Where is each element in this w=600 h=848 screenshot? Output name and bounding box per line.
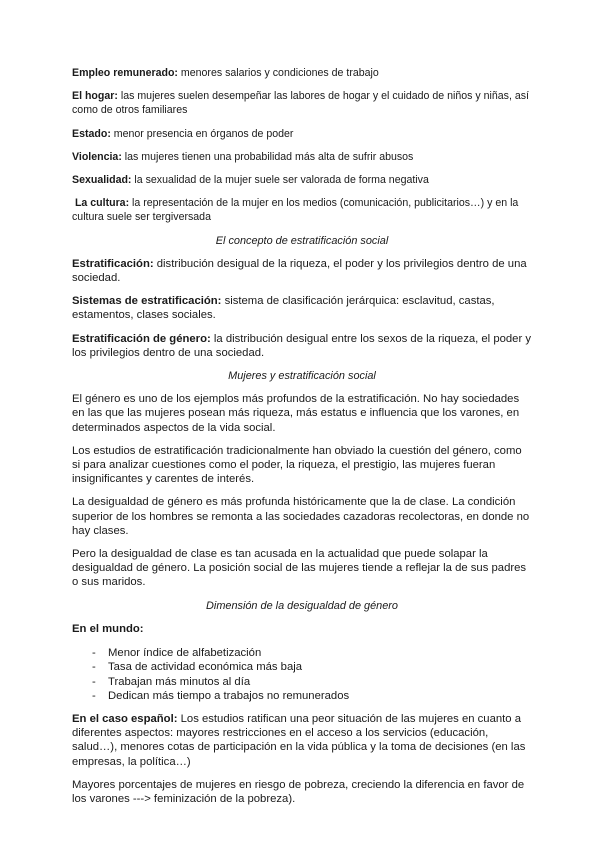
- list-item: - Dedican más tiempo a trabajos no remunerados: [92, 689, 532, 703]
- definition-text: la sexualidad de la mujer suele ser valorada de forma negativa: [131, 174, 429, 187]
- definition-label: Estratificación:: [72, 257, 154, 270]
- definition-violencia: [72, 150, 532, 164]
- definition-hogar: [72, 89, 532, 117]
- spain-paragraph: [72, 712, 532, 769]
- definition-genero: [72, 332, 532, 360]
- closing-paragraph: Mayores porcentajes de mujeres en riesgo de pobreza, creciendo la diferencia en favor de los varones ---> feminización de la pobreza).: [72, 778, 525, 805]
- paragraph: Los estudios de estratificación tradicionalmente han obviado la cuestión del género, como si para analizar cuestiones como el poder, la riqueza, el prestigio, las mujeres fueran insignificantes y carentes de interés.: [72, 444, 522, 486]
- definition-text: sistema de clasificación jerárquica: esclavitud, castas, estamentos, clases sociales.: [72, 295, 495, 322]
- definition-estratificacion: [72, 257, 532, 285]
- document-page: [72, 66, 532, 815]
- definition-sistemas: [72, 294, 532, 322]
- definition-text: menores salarios y condiciones de trabajo: [177, 67, 379, 79]
- definition-text: las mujeres suelen desempeñar las labores de hogar y el cuidado de niños y niñas, así como de otros familiares: [72, 90, 529, 117]
- section-heading-estratificacion: El concepto de estratificación social: [215, 234, 389, 247]
- spain-label: En el caso español:: [72, 712, 178, 725]
- definition-text: la distribución desigual entre los sexos de la riqueza, el poder y los privilegios dentro de una sociedad.: [72, 332, 532, 359]
- spain-text: Los estudios ratifican una peor situación de las mujeres en cuanto a diferentes aspectos: mayores restricciones en el acceso a los servicios (educación, salud…), menores cotas de participación en la vida pública y la toma de decisiones (en las empresas, la política…): [72, 712, 526, 768]
- definition-label: Sistemas de estratificación:: [72, 295, 222, 308]
- definition-estado: [72, 127, 532, 141]
- section-heading-mujeres: Mujeres y estratificación social: [228, 370, 376, 383]
- definition-label: Estado:: [72, 127, 111, 140]
- definition-label: Violencia:: [72, 150, 122, 163]
- list-item: - Trabajan más minutos al día: [92, 675, 532, 689]
- definition-text: menor presencia en órganos de poder: [110, 127, 294, 140]
- definition-label: Estratificación de género:: [72, 332, 211, 345]
- world-list: [72, 646, 532, 703]
- definition-text: la representación de la mujer en los medios (comunicación, publicitarios…) y en la cultura suele ser tergiversada: [72, 197, 519, 224]
- definition-empleo: [72, 66, 532, 80]
- list-item: - Menor índice de alfabetización: [92, 646, 532, 660]
- definition-label: La cultura:: [74, 197, 130, 210]
- definition-text: las mujeres tienen una probabilidad más alta de sufrir abusos: [121, 150, 414, 163]
- paragraph: Pero la desigualdad de clase es tan acusada en la actualidad que puede solapar la desigualdad de género. La posición social de las mujeres tiende a reflejar la de sus padres o sus maridos.: [72, 548, 527, 589]
- definition-sexualidad: [72, 173, 532, 187]
- paragraph: La desigualdad de género es más profunda históricamente que la de clase. La condición superior de los hombres se remonta a las sociedades cazadoras recolectoras, en donde no hay clases.: [72, 496, 530, 537]
- definition-cultura: [72, 196, 532, 224]
- paragraph: El género es uno de los ejemplos más profundos de la estratificación. No hay sociedades en las que las mujeres posean más riqueza, más estatus e influencia que los varones, en determinados aspectos de la vida social.: [72, 393, 520, 434]
- world-title: En el mundo:: [72, 622, 144, 635]
- list-item: - Tasa de actividad económica más baja: [92, 660, 532, 674]
- section-heading-dimension: Dimensión de la desigualdad de género: [206, 599, 398, 612]
- definition-label: Sexualidad:: [72, 174, 132, 187]
- definition-label: Empleo remunerado:: [72, 67, 178, 79]
- definition-label: El hogar:: [72, 90, 118, 103]
- definition-text: distribución desigual de la riqueza, el poder y los privilegios dentro de una sociedad.: [72, 257, 527, 285]
